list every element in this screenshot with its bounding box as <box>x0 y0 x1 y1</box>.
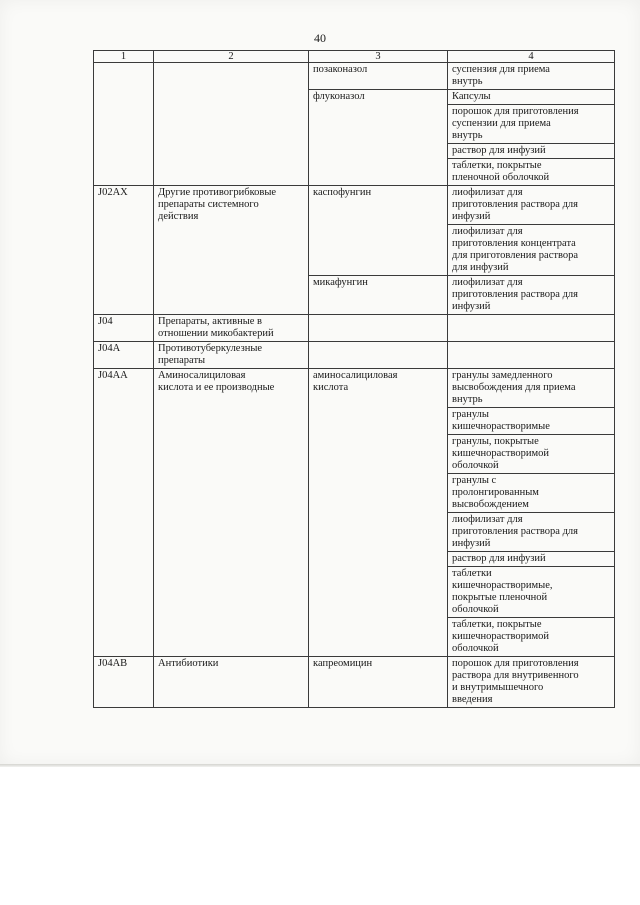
dosage-form-cell: таблетки, покрытые пленочной оболочкой <box>448 159 615 186</box>
dosage-form-cell: гранулы кишечнорастворимые <box>448 408 615 435</box>
table-row <box>94 63 615 90</box>
dosage-form-cell: порошок для приготовления суспензии для приема внутрь <box>448 105 615 144</box>
column-number: 1 <box>94 51 154 63</box>
table-row <box>94 369 615 408</box>
dosage-form-cell: раствор для инфузий <box>448 144 615 159</box>
dosage-form-cell <box>448 342 615 369</box>
atc-code-cell: J04A <box>94 342 154 369</box>
drug-table <box>93 50 615 708</box>
dosage-form-cell: порошок для приготовления раствора для внутривенного и внутримышечного введения <box>448 657 615 708</box>
group-name-cell: Антибиотики <box>154 657 309 708</box>
dosage-form-cell: гранулы замедленного высвобождения для приема внутрь <box>448 369 615 408</box>
atc-code-cell: J04AB <box>94 657 154 708</box>
group-name-cell <box>154 63 309 186</box>
substance-cell: позаконазол <box>309 63 448 90</box>
substance-cell <box>309 342 448 369</box>
dosage-form-cell: лиофилизат для приготовления раствора для инфузий <box>448 513 615 552</box>
dosage-form-cell: гранулы с пролонгированным высвобождением <box>448 474 615 513</box>
column-number: 4 <box>448 51 615 63</box>
atc-code-cell: J04 <box>94 315 154 342</box>
group-name-cell: Другие противогрибковые препараты системного действия <box>154 186 309 315</box>
dosage-form-cell: суспензия для приема внутрь <box>448 63 615 90</box>
column-number-row <box>94 51 615 63</box>
atc-code-cell <box>94 63 154 186</box>
column-number: 2 <box>154 51 309 63</box>
substance-cell <box>309 315 448 342</box>
dosage-form-cell: таблетки кишечнорастворимые, покрытые пленочной оболочкой <box>448 567 615 618</box>
table-row <box>94 342 615 369</box>
dosage-form-cell: гранулы, покрытые кишечнорастворимой оболочкой <box>448 435 615 474</box>
atc-code-cell: J04AA <box>94 369 154 657</box>
group-name-cell: Противотуберкулезные препараты <box>154 342 309 369</box>
dosage-form-cell: Капсулы <box>448 90 615 105</box>
dosage-form-cell: таблетки, покрытые кишечнорастворимой оболочкой <box>448 618 615 657</box>
table-row <box>94 657 615 708</box>
column-number: 3 <box>309 51 448 63</box>
dosage-form-cell <box>448 315 615 342</box>
substance-cell: микафунгин <box>309 276 448 315</box>
dosage-form-cell: лиофилизат для приготовления концентрата для приготовления раствора для инфузий <box>448 225 615 276</box>
group-name-cell: Препараты, активные в отношении микобактерий <box>154 315 309 342</box>
table-row <box>94 315 615 342</box>
dosage-form-cell: раствор для инфузий <box>448 552 615 567</box>
group-name-cell: Аминосалициловая кислота и ее производные <box>154 369 309 657</box>
dosage-form-cell: лиофилизат для приготовления раствора для инфузий <box>448 186 615 225</box>
substance-cell: капреомицин <box>309 657 448 708</box>
table-row <box>94 186 615 225</box>
substance-cell: аминосалициловая кислота <box>309 369 448 657</box>
substance-cell: флуконазол <box>309 90 448 186</box>
atc-code-cell: J02AX <box>94 186 154 315</box>
page-number: 40 <box>314 31 326 45</box>
dosage-form-cell: лиофилизат для приготовления раствора для инфузий <box>448 276 615 315</box>
page-edge <box>0 764 640 767</box>
substance-cell: каспофунгин <box>309 186 448 276</box>
